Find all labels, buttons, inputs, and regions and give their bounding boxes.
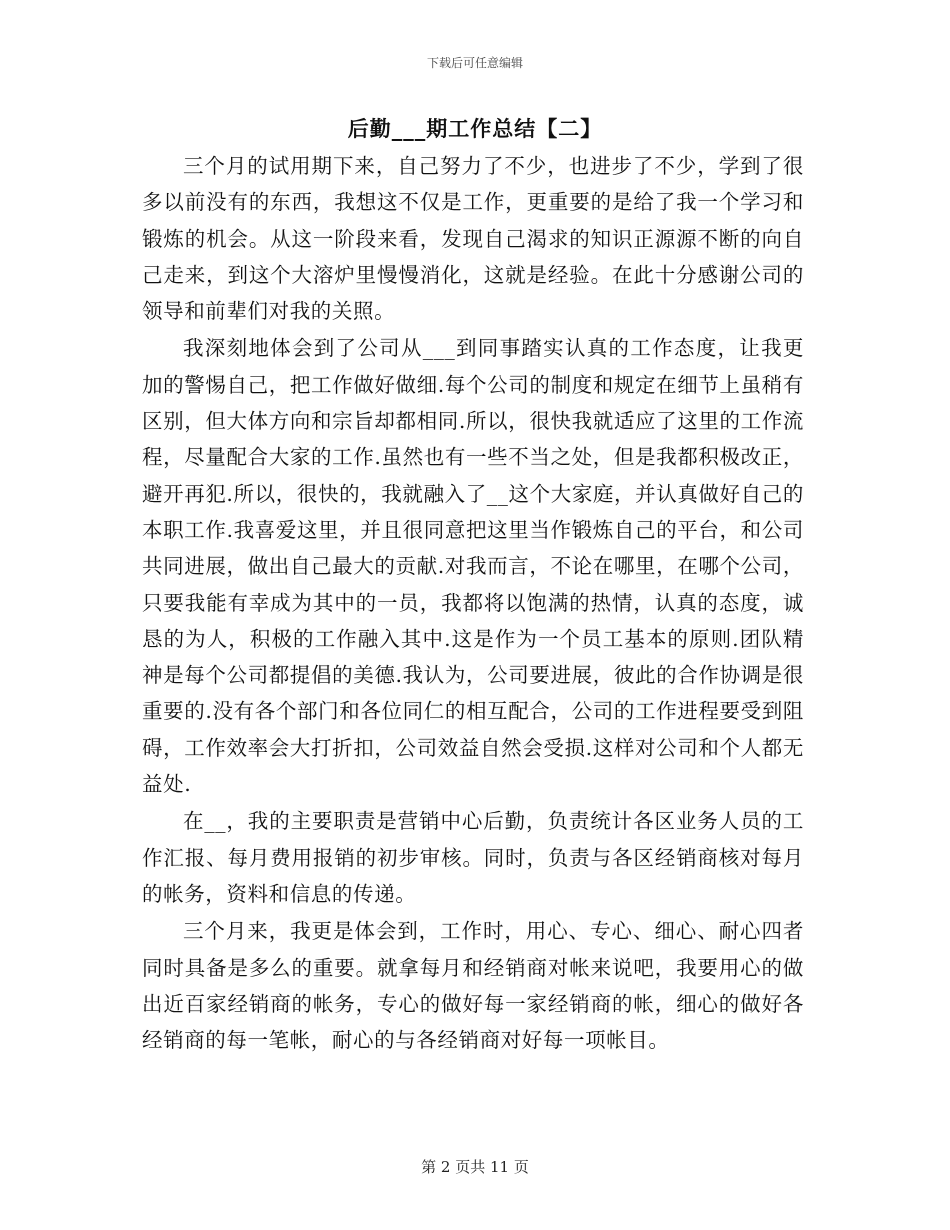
page-number: 第 2 页共 11 页 bbox=[421, 1158, 529, 1176]
paragraph-company-culture: 我深刻地体会到了公司从___到同事踏实认真的工作态度，让我更加的警惕自己，把工作做好做细.每个公司的制度和规定在细节上虽稍有区别，但大体方向和宗旨却都相同.所以，很快我就适应了这里的工作流程，尽量配合大家的工作.虽然也有一些不当之处，但是我都积极改正，避开再犯.所以，很快的，我就融入了__这个大家庭，并认真做好自己的本职工作.我喜爱这里，并且很同意把这里当作锻炼自己的平台，和公司共同进展，做出自己最大的贡献.对我而言，不论在哪里，在哪个公司，只要我能有幸成为其中的一员，我都将以饱满的热情，认真的态度，诚恳的为人，积极的工作融入其中.这是作为一个员工基本的原则.团队精神是每个公司都提倡的美德.我认为，公司要进展，彼此的合作协调是很重要的.没有各个部门和各位同仁的相互配合，公司的工作进程要受到阻碍，工作效率会大打折扣，公司效益自然会受损.这样对公司和个人都无益处. bbox=[142, 336, 804, 797]
paragraph-probation-summary: 三个月的试用期下来，自己努力了不少，也进步了不少，学到了很多以前没有的东西，我想这不仅是工作，更重要的是给了我一个学习和锻炼的机会。从这一阶段来看，发现自己渴求的知识正源源不断的向自己走来，到这个大溶炉里慢慢消化，这就是经验。在此十分感谢公司的领导和前辈们对我的关照。 bbox=[142, 154, 804, 324]
document-title: 后勤___期工作总结【二】 bbox=[347, 117, 603, 141]
header-note: 下载后可任意编辑 bbox=[426, 56, 523, 70]
document-body bbox=[142, 148, 804, 1059]
paragraph-job-duties: 在__，我的主要职责是营销中心后勤，负责统计各区业务人员的工作汇报、每月费用报销的初步审核。同时，负责与各区经销商核对每月的帐务，资料和信息的传递。 bbox=[142, 809, 804, 906]
paragraph-work-attitude: 三个月来，我更是体会到，工作时，用心、专心、细心、耐心四者同时具备是多么的重要。就拿每月和经销商对帐来说吧，我要用心的做出近百家经销商的帐务，专心的做好每一家经销商的帐，细心的做好各经销商的每一笔帐，耐心的与各经销商对好每一项帐目。 bbox=[142, 919, 804, 1053]
